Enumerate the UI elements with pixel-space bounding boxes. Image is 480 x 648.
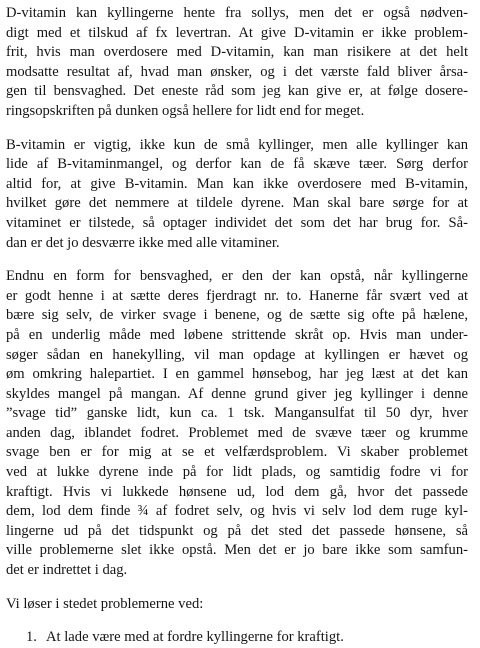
text-line: vitaminet er tilstede, så optager individet det som det har brug for. Så- xyxy=(6,214,468,231)
text-line: bære sig selv, de virker svage i benene, og de sætte sig ofte på hælene, xyxy=(6,307,468,324)
text-line: D-vitamin kan kyllingerne hente fra sollys, men det er også nødven- xyxy=(6,5,468,21)
text-line: Vi løser i stedet problemerne ved: xyxy=(6,595,204,612)
text-line: modsatte resultat af, hvad man ønsker, og i det værste fald bliver årsa- xyxy=(6,63,468,80)
text-line: gen til bensvaghed. Det eneste råd som jeg kan give er, at følge dosere- xyxy=(6,83,468,100)
text-line: hvilket gøre det nemmere at tildele dyrene. Man skal bare sørge for at xyxy=(6,195,468,212)
text-line: skyldes mangel på mangan. Af denne grund giver jeg kyllinger i denne xyxy=(6,385,468,402)
paragraph-b-vitamin xyxy=(6,136,468,254)
text-line: frit, hvis man overdosere med D-vitamin, kan man risikere at det helt xyxy=(6,44,468,61)
text-line: ”svage tid” ganske lidt, kun ca. 1 tsk. Mangansulfat til 50 dyr, hver xyxy=(6,405,468,422)
paragraph-intro-list xyxy=(6,595,468,615)
text-line: øm omkring halepartiet. I en gammel hønsebog, har jeg læst at det kan xyxy=(6,366,468,383)
text-line: kraftigt. Hvis vi lukkede hønsene ud, lod dem gå, hvor det passede xyxy=(6,483,468,500)
text-line: digt med et tilskud af fx levertran. At give D-vitamin er ikke problem- xyxy=(6,24,468,41)
text-line: dan er det jo desværre ikke med alle vitaminer. xyxy=(6,234,280,251)
paragraph-d-vitamin xyxy=(6,4,468,122)
text-line: lide af B-vitaminmangel, og derfor kan de få skæve tæer. Sørg derfor xyxy=(6,156,468,173)
list-item xyxy=(26,628,468,648)
numbered-list xyxy=(6,628,468,648)
text-line: ved at lukke dyrene inde på for lidt plads, og samtidig fodre vi for xyxy=(6,464,468,481)
text-line: det er indrettet i dag. xyxy=(6,562,128,579)
list-item-number: 1. xyxy=(26,629,37,646)
text-line: lingerne ud på det tidspunkt og på det sted det passede hønsene, så xyxy=(6,522,468,539)
text-line: altid for, at give B-vitamin. Man kan ikke overdosere med B-vitamin, xyxy=(6,175,468,192)
text-line: er godt henne i at sætte deres fjerdragt nr. to. Hanerne får svært ved at xyxy=(6,287,468,304)
text-line: søger sådan en hanekylling, vil man opdage at kyllingen er hævet og xyxy=(6,346,468,363)
text-line: dem, lod dem finde ¾ af fodret selv, og hvis vi selv lod dem ruge kyl- xyxy=(6,503,468,520)
text-line: ville problemerne slet ikke opstå. Men det er jo bare ikke som samfun- xyxy=(6,542,468,559)
list-item-text: At lade være med at fordre kyllingerne for kraftigt. xyxy=(46,629,344,646)
text-line: ringsopskriften på dunken også hellere for lidt end for meget. xyxy=(6,102,365,119)
text-line: anden dag, iblandet fodret. Problemet med de svæve tæer og krumme xyxy=(6,424,468,441)
document-page xyxy=(6,4,468,648)
paragraph-bensvaghed xyxy=(6,267,468,581)
text-line: Endnu en form for bensvaghed, er den der kan opstå, når kyllingerne xyxy=(6,268,468,285)
text-line: B-vitamin er vigtig, ikke kun de små kyllinger, men alle kyllinger kan xyxy=(6,136,468,153)
text-line: på en underlig måde med løbene strittende skråt op. Hvis man under- xyxy=(6,326,468,343)
text-line: svage ben er for mig at se et velfærdsproblem. Vi skaber problemet xyxy=(6,444,468,461)
